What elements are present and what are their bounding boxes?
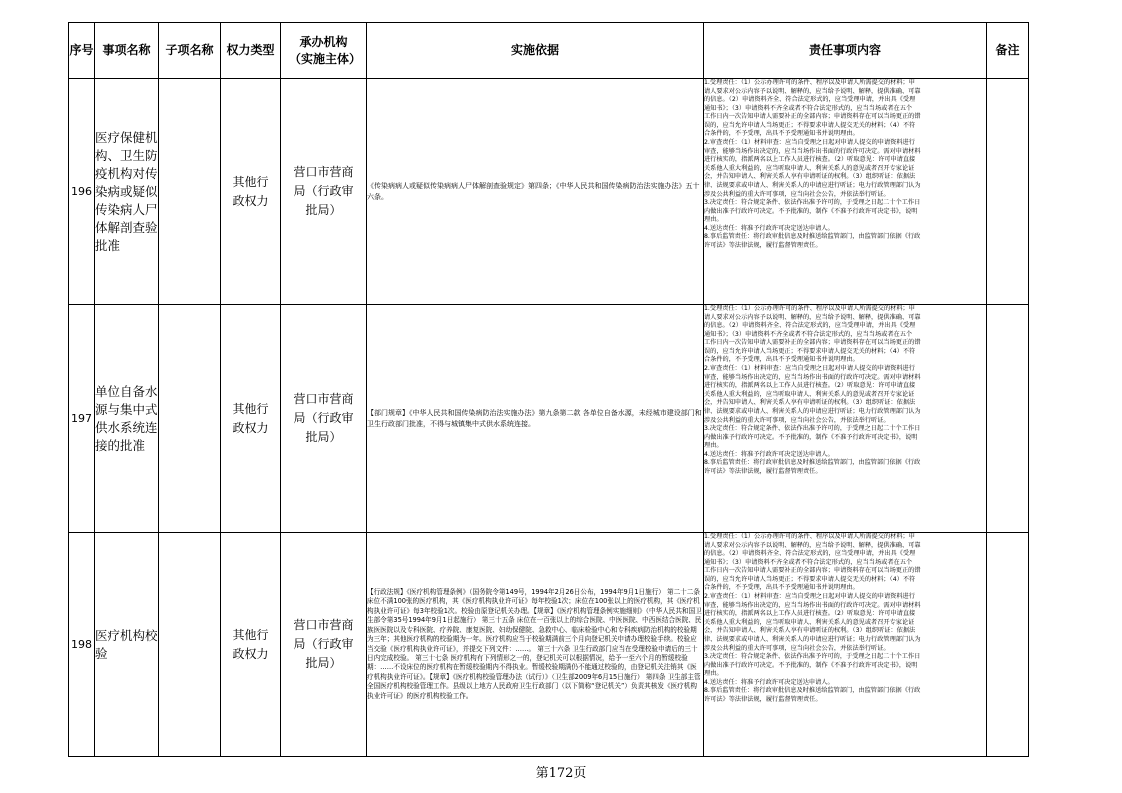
resp-line: 2.审查责任：（1）材料审查：应当自受理之日起对申请人提交的申请资料进行 <box>704 139 915 147</box>
resp-line: 2.审查责任：（1）材料审查：应当自受理之日起对申请人提交的申请资料进行 <box>704 593 915 601</box>
resp-line: 误的，应当允许申请人当场更正；不得要求申请人提交无关的材料；（4）不符 <box>704 575 916 583</box>
resp-line: 合条件的，不予受理，出具不予受理通知书并说明理由。 <box>704 356 859 364</box>
resp-line: 的信息。（2）申请资料齐全、符合法定形式的，应当受理申请，并出具《受理 <box>704 550 916 558</box>
resp-line: 工作日内一次告知申请人需要补正的全部内容；申请资料存在可以当场更正的错 <box>704 113 921 121</box>
resp-line: 进行核实的，指派两名以上工作人员进行核查。（2）听取意见：许可申请直接 <box>704 610 916 618</box>
row-power-type: 其他行政权力 <box>221 533 281 757</box>
resp-line: 许可法》等法律法规，履行监督管理责任。 <box>704 695 822 703</box>
resp-line: 关系他人重大利益的，应当听取申请人、利害关系人的意见或者召开专家论证 <box>704 618 915 626</box>
header-row <box>69 23 1029 79</box>
resp-line: 进行核实的，指派两名以上工作人员进行核查。（2）听取意见：许可申请直接 <box>704 156 916 164</box>
header-item-name: 事项名称 <box>95 23 159 79</box>
resp-line: 3.决定责任：符合规定条件、依法作出准予许可的，于受理之日起二十个工作日 <box>704 425 921 433</box>
resp-line: 会，并告知申请人、利害关系人享有申请听证的权利。（3）组织听证：依据法 <box>704 399 916 407</box>
resp-line: 1.受理责任：（1）公示办理许可的条件、程序以及申请人所需提交的材料；申 <box>704 305 915 312</box>
resp-line: 涉及公共利益的重大许可事项，应当向社会公告，并依法举行听证。 <box>704 644 890 652</box>
resp-line: 误的，应当允许申请人当场更正；不得要求申请人提交无关的材料；（4）不符 <box>704 347 916 355</box>
resp-line: 理由。 <box>704 670 723 678</box>
resp-line: 2.审查责任：（1）材料审查：应当自受理之日起对申请人提交的申请资料进行 <box>704 365 915 373</box>
row-basis: 【部门规章】《中华人民共和国传染病防治法实施办法》第九条第二款 各单位自备水源，未经城市建设部门和卫生行政部门批准，不得与城镇集中式供水系统连接。 <box>367 305 704 533</box>
resp-line: 会，并告知申请人、利害关系人享有申请听证的权利。（3）组织听证：依据法 <box>704 627 916 635</box>
row-power-type: 其他行政权力 <box>221 305 281 533</box>
header-power-type: 权力类型 <box>221 23 281 79</box>
resp-line: 许可法》等法律法规，履行监督管理责任。 <box>704 467 822 475</box>
header-org: 承办机构（实施主体） <box>281 23 367 79</box>
row-responsibility <box>704 79 987 305</box>
row-org: 营口市营商局（行政审批局） <box>281 533 367 757</box>
resp-line: 合条件的，不予受理，出具不予受理通知书并说明理由。 <box>704 584 859 592</box>
resp-line: 的信息。（2）申请资料齐全、符合法定形式的，应当受理申请，并出具《受理 <box>704 322 916 330</box>
row-item-name: 医疗保健机构、卫生防疫机构对传染病或疑似传染病人尸体解剖查验批准 <box>95 79 159 305</box>
row-responsibility <box>704 305 987 533</box>
resp-line: 内做出准予行政许可决定。不予批准的，制作《不准予行政许可决定书》，说明 <box>704 661 918 669</box>
resp-line: 理由。 <box>704 216 723 224</box>
resp-line: 请人要求对公示内容予以说明、解释的，应当给予说明、解释，提供准确、可靠 <box>704 541 921 549</box>
resp-line: 涉及公共利益的重大许可事项，应当向社会公告，并依法举行听证。 <box>704 190 890 198</box>
resp-line: 4.送达责任：将准予行政许可决定送达申请人。 <box>704 450 834 458</box>
resp-line: 通知书》；（3）申请资料不齐全或者不符合法定形式的，应当当场或者在五个 <box>704 104 913 112</box>
header-responsibility: 责任事项内容 <box>704 23 987 79</box>
row-org: 营口市营商局（行政审批局） <box>281 79 367 305</box>
resp-line: 关系他人重大利益的，应当听取申请人、利害关系人的意见或者召开专家论证 <box>704 390 915 398</box>
row-subitem-name <box>159 533 221 757</box>
header-note: 备注 <box>987 23 1029 79</box>
resp-line: 误的，应当允许申请人当场更正；不得要求申请人提交无关的材料；（4）不符 <box>704 121 916 129</box>
resp-line: 4.送达责任：将准予行政许可决定送达申请人。 <box>704 224 834 232</box>
page-number: 第172页 <box>535 766 587 781</box>
resp-line: 4.送达责任：将准予行政许可决定送达申请人。 <box>704 678 834 686</box>
resp-line: 理由。 <box>704 442 723 450</box>
header-basis: 实施依据 <box>367 23 704 79</box>
row-item-name: 医疗机构校验 <box>95 533 159 757</box>
resp-line: 律、法规要求或申请人、利害关系人的申请应进行听证；电力行政管理部门认为 <box>704 635 921 643</box>
resp-line: 许可法》等法律法规，履行监督管理责任。 <box>704 241 822 249</box>
resp-line: 内做出准予行政许可决定。不予批准的，制作《不准予行政许可决定书》，说明 <box>704 433 918 441</box>
resp-line: 内做出准予行政许可决定。不予批准的，制作《不准予行政许可决定书》，说明 <box>704 207 918 215</box>
row-note <box>987 305 1029 533</box>
resp-line: 通知书》；（3）申请资料不齐全或者不符合法定形式的，应当当场或者在五个 <box>704 558 913 566</box>
resp-line: 审查，能够当场作出决定的，应当当场作出书面的行政许可决定。需对申请材料 <box>704 373 921 381</box>
resp-line: 8.事后监管责任：将行政审批信息及时推送给监管部门，由监管部门依据《行政 <box>704 459 921 467</box>
row-note <box>987 79 1029 305</box>
row-seq: 196 <box>69 79 95 305</box>
resp-line: 通知书》；（3）申请资料不齐全或者不符合法定形式的，应当当场或者在五个 <box>704 330 913 338</box>
table-row <box>69 305 1029 533</box>
row-seq: 197 <box>69 305 95 533</box>
row-responsibility <box>704 533 987 757</box>
resp-line: 工作日内一次告知申请人需要补正的全部内容；申请资料存在可以当场更正的错 <box>704 339 921 347</box>
resp-line: 请人要求对公示内容予以说明、解释的，应当给予说明、解释，提供准确、可靠 <box>704 87 921 95</box>
resp-line: 审查，能够当场作出决定的，应当当场作出书面的行政许可决定。需对申请材料 <box>704 601 921 609</box>
resp-line: 律、法规要求或申请人、利害关系人的申请应进行听证；电力行政管理部门认为 <box>704 407 921 415</box>
permission-table <box>68 22 1029 757</box>
resp-line: 1.受理责任：（1）公示办理许可的条件、程序以及申请人所需提交的材料；申 <box>704 533 915 540</box>
row-basis: 《传染病病人或疑似传染病病人尸体解剖查验规定》第四条；《中华人民共和国传染病防治法实施办法》五十六条。 <box>367 79 704 305</box>
resp-line: 涉及公共利益的重大许可事项，应当向社会公告，并依法举行听证。 <box>704 416 890 424</box>
resp-line: 的信息。（2）申请资料齐全、符合法定形式的，应当受理申请，并出具《受理 <box>704 96 916 104</box>
row-item-name: 单位自备水源与集中式供水系统连接的批准 <box>95 305 159 533</box>
header-seq: 序号 <box>69 23 95 79</box>
row-basis: 【行政法规】《医疗机构管理条例》（国务院令第149号，1994年2月26日公布，1994年9月1日施行） 第二十二条 床位不满100张的医疗机构，其《医疗机构执业许可证》每年校验1次；床位在100张以上的医疗机构，其《医疗机构执业许可证》每3年校验1次。校验由原登记机关办理。【规章】《医疗机构管理条例实施细则》（中华人民共和国卫生部令第35号1994年9月1日起施行） 第三十五条 床位在一百张以上的综合医院、中医医院、中西医结合医院、民族医医院以及专科医院、疗养院、康复医院、妇幼保健院、急救中心、临床检验中心和专科疾病防治机构的校验期为三年；其他医疗机构的校验期为一年。医疗机构应当于校验期满前三个月向登记机关申请办理校验手续。校验应当交验《医疗机构执业许可证》，并提交下列文件：……。 第三十六条 卫生行政部门应当在受理校验申请后的三十日内完成校验。 第三十七条 医疗机构有下列情形之一的，登记机关可以根据情况，给予一至六个月的暂缓校验期：……不设床位的医疗机构在暂缓校验期内不得执业。暂缓校验期满仍不能通过校验的，由登记机关注销其《医疗机构执业许可证》。【规章】《医疗机构校验管理办法（试行）》（卫生部2009年6月15日施行） 第四条 卫生部主管全国医疗机构校验管理工作。县级以上地方人民政府卫生行政部门（以下简称“登记机关”）负责其核发《医疗机构执业许可证》的医疗机构校验工作。 <box>367 533 704 757</box>
row-subitem-name <box>159 305 221 533</box>
resp-line: 1.受理责任：（1）公示办理许可的条件、程序以及申请人所需提交的材料；申 <box>704 79 915 86</box>
resp-line: 3.决定责任：符合规定条件、依法作出准予许可的，于受理之日起二十个工作日 <box>704 653 921 661</box>
resp-line: 8.事后监管责任：将行政审批信息及时推送给监管部门，由监管部门依据《行政 <box>704 233 921 241</box>
resp-line: 工作日内一次告知申请人需要补正的全部内容；申请资料存在可以当场更正的错 <box>704 567 921 575</box>
resp-line: 进行核实的，指派两名以上工作人员进行核查。（2）听取意见：许可申请直接 <box>704 382 916 390</box>
header-subitem-name: 子项名称 <box>159 23 221 79</box>
table-row <box>69 79 1029 305</box>
table-row <box>69 533 1029 757</box>
resp-line: 会，并告知申请人、利害关系人享有申请听证的权利。（3）组织听证：依据法 <box>704 173 916 181</box>
resp-line: 律、法规要求或申请人、利害关系人的申请应进行听证；电力行政管理部门认为 <box>704 181 921 189</box>
row-note <box>987 533 1029 757</box>
row-power-type: 其他行政权力 <box>221 79 281 305</box>
resp-line: 3.决定责任：符合规定条件、依法作出准予许可的，于受理之日起二十个工作日 <box>704 199 921 207</box>
resp-line: 审查，能够当场作出决定的，应当当场作出书面的行政许可决定。需对申请材料 <box>704 147 921 155</box>
row-subitem-name <box>159 79 221 305</box>
row-seq: 198 <box>69 533 95 757</box>
resp-line: 关系他人重大利益的，应当听取申请人、利害关系人的意见或者召开专家论证 <box>704 164 915 172</box>
resp-line: 请人要求对公示内容予以说明、解释的，应当给予说明、解释，提供准确、可靠 <box>704 313 921 321</box>
resp-line: 合条件的，不予受理，出具不予受理通知书并说明理由。 <box>704 130 859 138</box>
resp-line: 8.事后监管责任：将行政审批信息及时推送给监管部门，由监管部门依据《行政 <box>704 687 921 695</box>
row-org: 营口市营商局（行政审批局） <box>281 305 367 533</box>
